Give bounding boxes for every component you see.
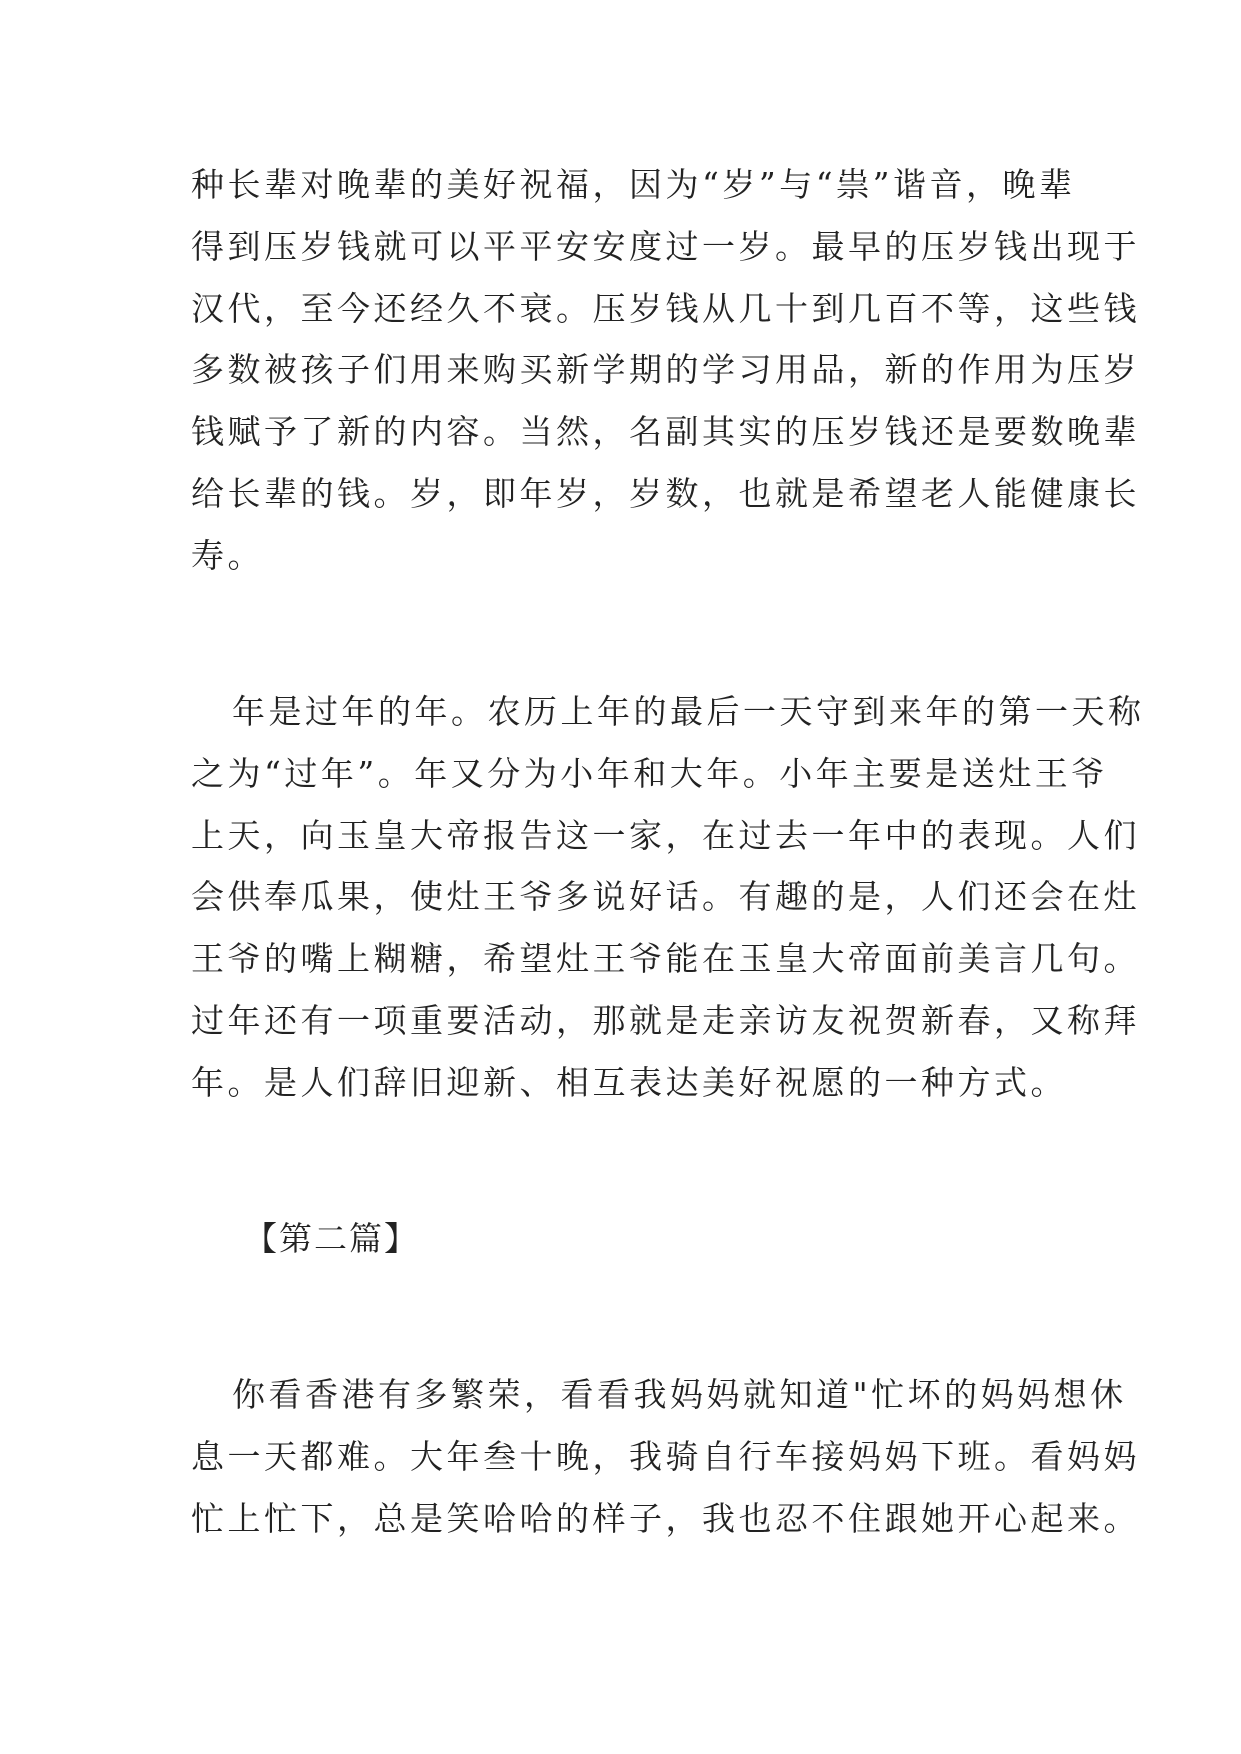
paragraph-line: 寿。 — [191, 536, 264, 575]
paragraph-line: 得到压岁钱就可以平平安安度过一岁。最早的压岁钱出现于 — [191, 227, 1140, 266]
paragraph-line: 忙上忙下，总是笑哈哈的样子，我也忍不住跟她开心起来。 — [191, 1499, 1140, 1538]
paragraph-line: 过年还有一项重要活动，那就是走亲访友祝贺新春，又称拜 — [191, 1001, 1140, 1040]
paragraph-line: 你看香港有多繁荣，看看我妈妈就知道"忙坏的妈妈想休 — [232, 1375, 1127, 1414]
paragraph-line: 种长辈对晚辈的美好祝福，因为“岁”与“祟”谐音，晚辈 — [191, 165, 1076, 204]
paragraph-line: 汉代，至今还经久不衰。压岁钱从几十到几百不等，这些钱 — [191, 289, 1140, 328]
paragraph-line: 年。是人们辞旧迎新、相互表达美好祝愿的一种方式。 — [191, 1063, 1067, 1102]
paragraph-line: 会供奉瓜果，使灶王爷多说好话。有趣的是，人们还会在灶 — [191, 877, 1140, 916]
paragraph-line: 之为“过年”。年又分为小年和大年。小年主要是送灶王爷 — [191, 754, 1108, 793]
paragraph-line: 钱赋予了新的内容。当然，名副其实的压岁钱还是要数晚辈 — [191, 412, 1140, 451]
paragraph-line: 给长辈的钱。岁，即年岁，岁数，也就是希望老人能健康长 — [191, 474, 1140, 513]
paragraph-line: 息一天都难。大年叁十晚，我骑自行车接妈妈下班。看妈妈 — [191, 1437, 1140, 1476]
section-heading: 【第二篇】 — [244, 1219, 419, 1258]
paragraph-line: 年是过年的年。农历上年的最后一天守到来年的第一天称 — [232, 692, 1145, 731]
paragraph-line: 王爷的嘴上糊糖，希望灶王爷能在玉皇大帝面前美言几句。 — [191, 939, 1140, 978]
paragraph-line: 上天，向玉皇大帝报告这一家，在过去一年中的表现。人们 — [191, 816, 1140, 855]
paragraph-line: 多数被孩子们用来购买新学期的学习用品，新的作用为压岁 — [191, 350, 1140, 389]
